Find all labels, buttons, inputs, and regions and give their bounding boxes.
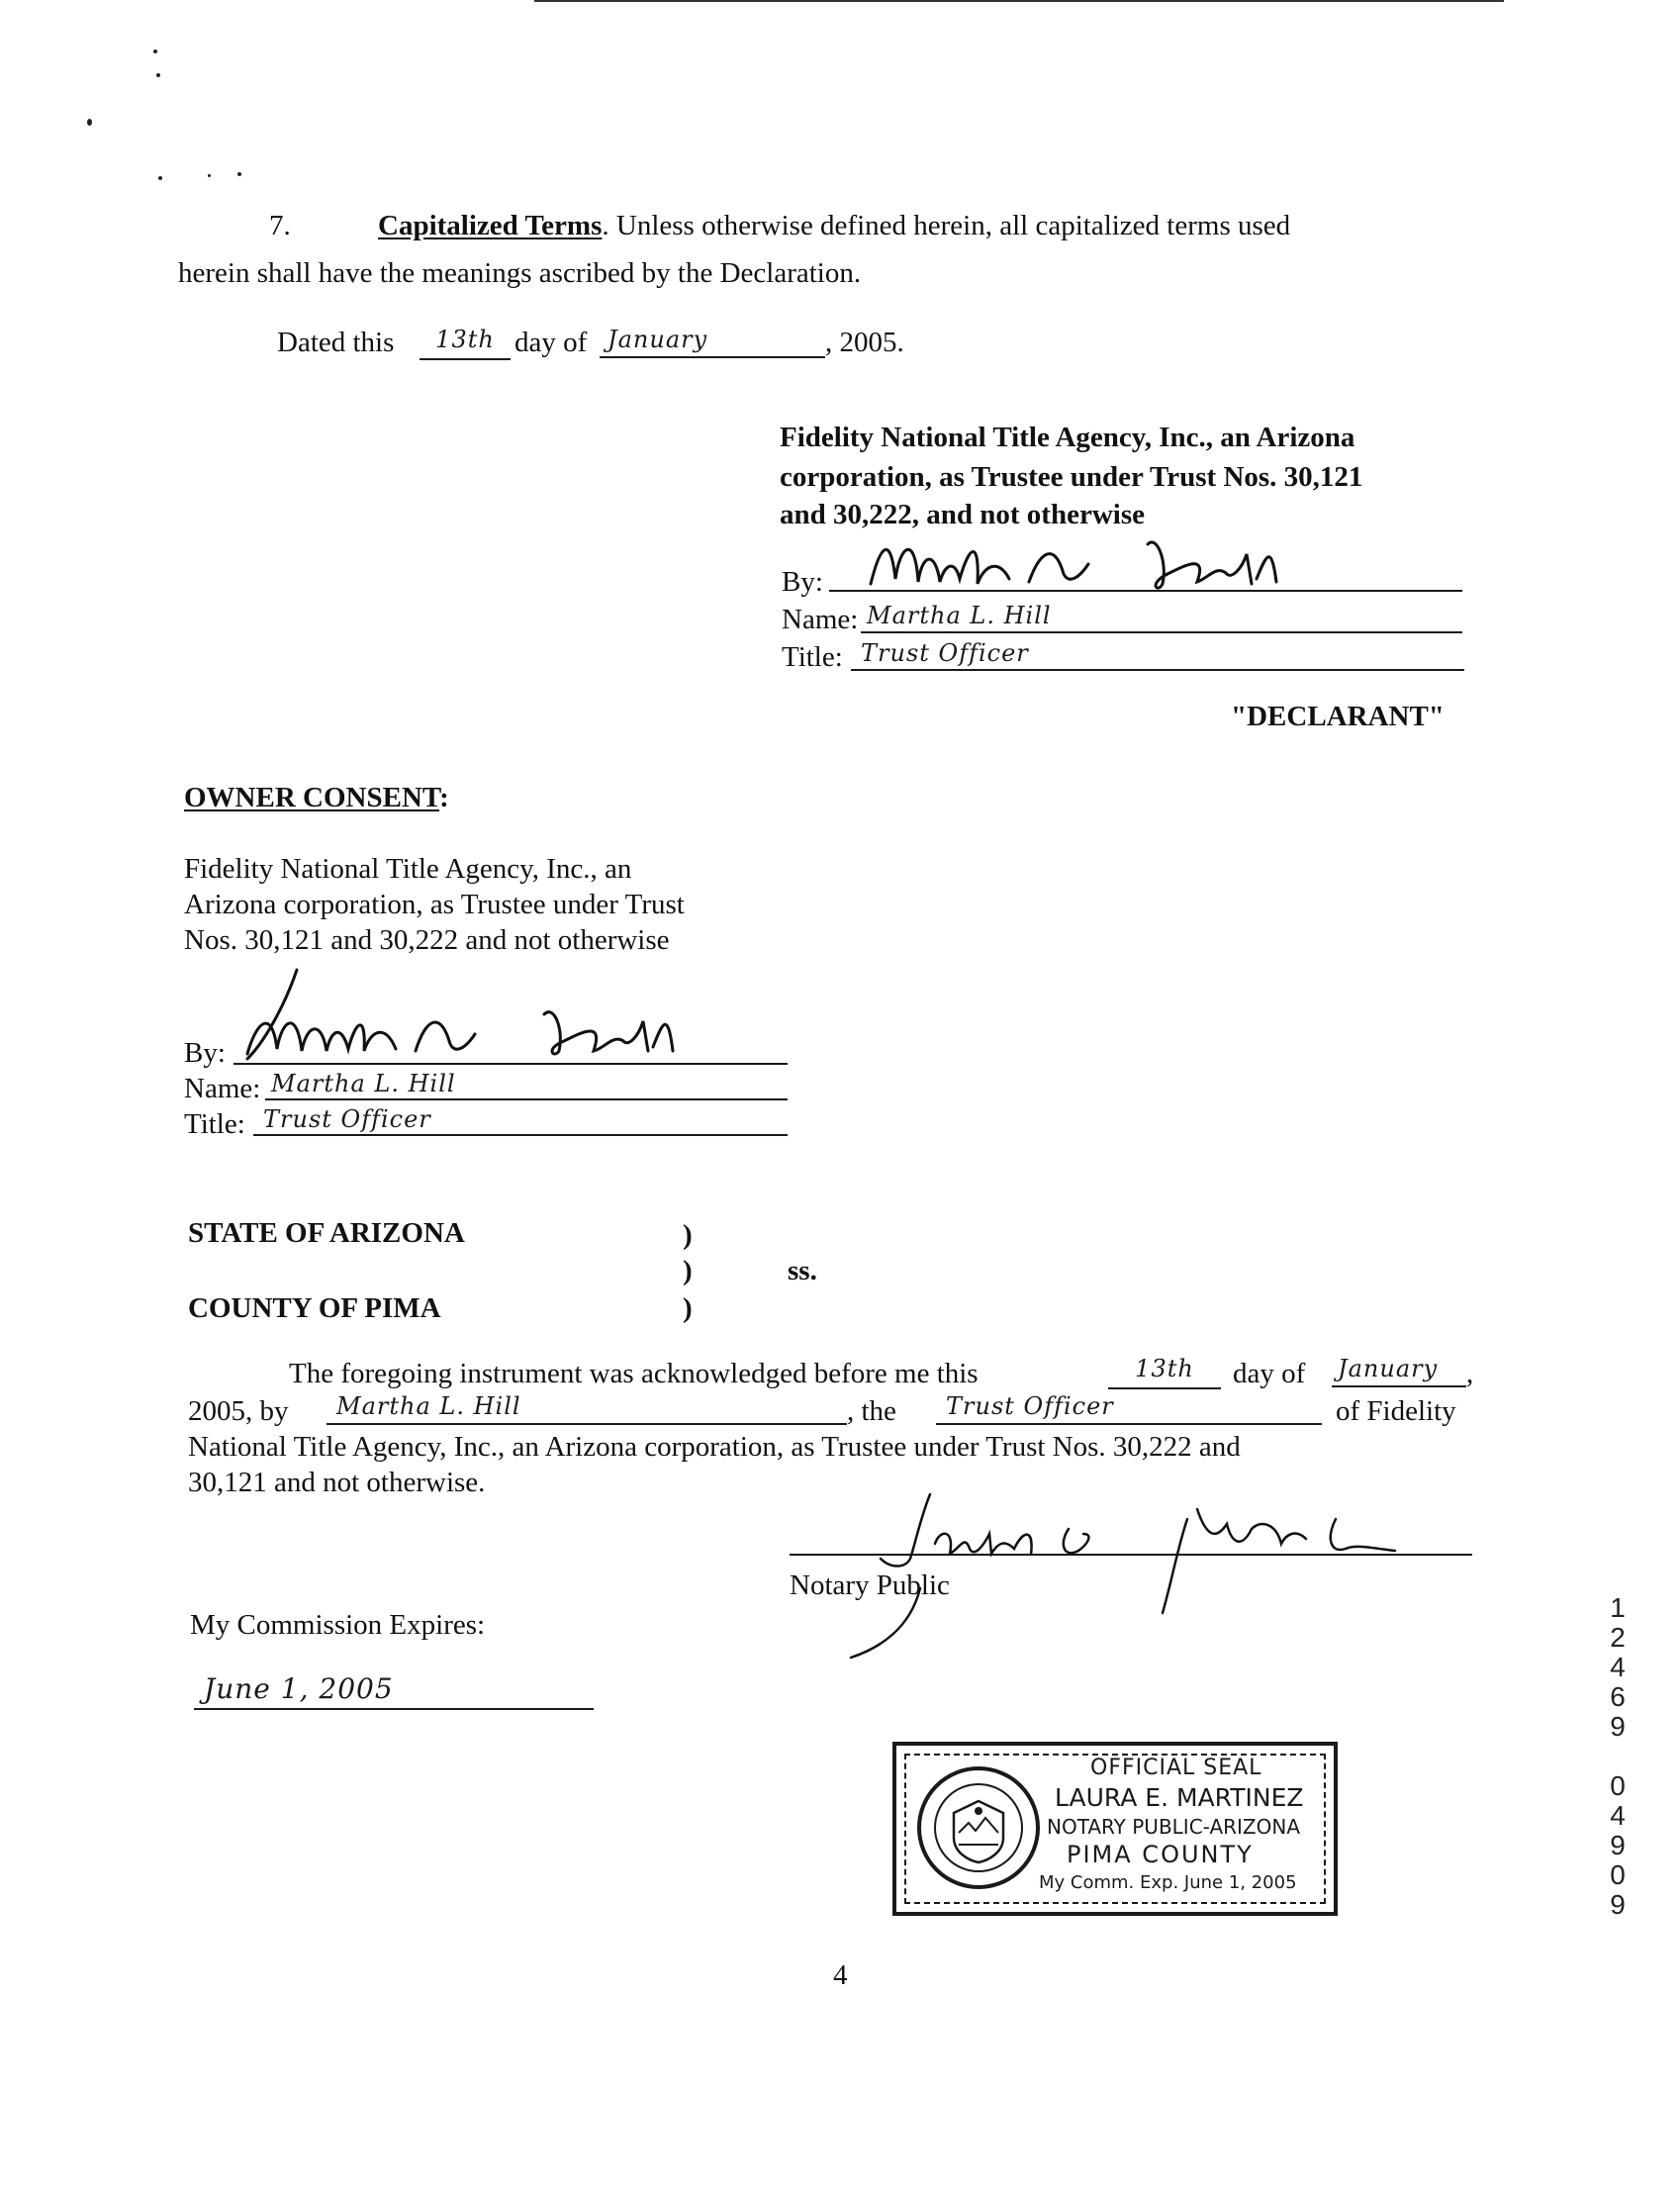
owner-title-label: Title: bbox=[184, 1108, 245, 1140]
commission-label: My Commission Expires: bbox=[190, 1609, 486, 1641]
declarant-name-blank: Martha L. Hill bbox=[861, 600, 1462, 633]
seal-line3: NOTARY PUBLIC-ARIZONA bbox=[1047, 1815, 1301, 1839]
declarant-signature bbox=[861, 524, 1336, 604]
owner-signature bbox=[228, 960, 702, 1069]
side-digit: 9 bbox=[1610, 1830, 1626, 1860]
scan-speck bbox=[153, 49, 157, 53]
side-recording-number bbox=[1603, 1593, 1633, 1920]
side-digit: 4 bbox=[1610, 1800, 1626, 1831]
declarant-entity-line3: and 30,222, and not otherwise bbox=[780, 499, 1145, 530]
ack-day-blank: 13th bbox=[1108, 1352, 1221, 1389]
section-7-paragraph-line1 bbox=[378, 208, 1290, 243]
side-digit: 2 bbox=[1610, 1622, 1626, 1653]
section-7-heading: Capitalized Terms bbox=[378, 210, 603, 241]
seal-line1: OFFICIAL SEAL bbox=[1090, 1756, 1262, 1780]
scan-speck bbox=[208, 174, 211, 177]
dated-day-blank: 13th bbox=[420, 323, 511, 360]
seal-line5: My Comm. Exp. June 1, 2005 bbox=[1039, 1872, 1297, 1893]
ack-name-blank: Martha L. Hill bbox=[327, 1389, 847, 1425]
scan-speck bbox=[87, 119, 92, 126]
section-7-number: 7. bbox=[269, 210, 291, 241]
scan-speck bbox=[237, 172, 241, 176]
side-digit: 9 bbox=[1610, 1889, 1626, 1920]
ack-line4: 30,121 and not otherwise. bbox=[188, 1467, 486, 1498]
scan-speck bbox=[158, 176, 162, 180]
dated-middle: day of bbox=[514, 327, 588, 358]
venue-county: COUNTY OF PIMA bbox=[188, 1292, 441, 1324]
ack-line3: National Title Agency, Inc., an Arizona corporation, as Trustee under Trust Nos. 30,222 and bbox=[188, 1431, 1241, 1463]
declarant-by-label: By: bbox=[782, 566, 823, 598]
seal-line2: LAURA E. MARTINEZ bbox=[1055, 1783, 1304, 1812]
ack-line1-mid: day of bbox=[1233, 1358, 1306, 1389]
side-digit: 9 bbox=[1610, 1711, 1626, 1742]
venue-ss: ss. bbox=[788, 1255, 817, 1286]
owner-name-blank: Martha L. Hill bbox=[265, 1069, 788, 1100]
ack-line2-end: of Fidelity bbox=[1336, 1395, 1456, 1427]
dated-year: , 2005. bbox=[825, 327, 904, 358]
notary-label: Notary Public bbox=[790, 1569, 950, 1601]
section-7-line1-text: . Unless otherwise defined herein, all capitalized terms used bbox=[602, 210, 1291, 241]
side-digit: 1 bbox=[1610, 1592, 1626, 1623]
section-7-paragraph-line2: herein shall have the meanings ascribed by the Declaration. bbox=[178, 257, 862, 289]
owner-consent-heading: OWNER CONSENT bbox=[184, 782, 440, 813]
side-digit-gap bbox=[1603, 1742, 1633, 1771]
page-number: 4 bbox=[833, 1959, 848, 1991]
ack-line2-pre: 2005, by bbox=[188, 1395, 289, 1427]
declarant-name-label: Name: bbox=[782, 604, 859, 635]
owner-by-label: By: bbox=[184, 1037, 226, 1069]
owner-entity-line2: Arizona corporation, as Trustee under Trust bbox=[184, 889, 685, 920]
owner-consent-heading-row bbox=[184, 780, 449, 815]
declarant-role-label: "DECLARANT" bbox=[1231, 701, 1445, 732]
official-seal bbox=[892, 1742, 1338, 1916]
commission-date-blank: June 1, 2005 bbox=[194, 1670, 594, 1710]
state-seal-emblem-icon bbox=[914, 1763, 1043, 1892]
ack-line1-pre: The foregoing instrument was acknowledged before me this bbox=[289, 1358, 979, 1389]
dated-prefix: Dated this bbox=[277, 327, 395, 358]
declarant-entity-line2: corporation, as Trustee under Trust Nos. 30,121 bbox=[780, 461, 1363, 493]
side-digit: 0 bbox=[1610, 1770, 1626, 1801]
venue-paren-2: ) bbox=[683, 1255, 693, 1286]
top-edge-line bbox=[534, 0, 1504, 2]
declarant-title-label: Title: bbox=[782, 641, 843, 673]
owner-title-blank: Trust Officer bbox=[253, 1104, 788, 1136]
owner-entity-line1: Fidelity National Title Agency, Inc., an bbox=[184, 853, 632, 885]
declarant-title-blank: Trust Officer bbox=[851, 637, 1464, 671]
ack-month-blank: January bbox=[1332, 1352, 1466, 1387]
dated-month-blank: January bbox=[600, 323, 825, 358]
side-digit: 4 bbox=[1610, 1652, 1626, 1682]
side-digit: 0 bbox=[1610, 1859, 1626, 1890]
ack-line2-mid: , the bbox=[847, 1395, 896, 1427]
side-digit: 6 bbox=[1610, 1681, 1626, 1712]
ack-line1-end: , bbox=[1466, 1358, 1474, 1389]
venue-state: STATE OF ARIZONA bbox=[188, 1217, 465, 1249]
owner-name-label: Name: bbox=[184, 1073, 261, 1104]
ack-title-blank: Trust Officer bbox=[936, 1389, 1322, 1425]
venue-paren-3: ) bbox=[683, 1292, 693, 1324]
owner-entity-line3: Nos. 30,121 and 30,222 and not otherwise bbox=[184, 924, 670, 956]
venue-paren-1: ) bbox=[683, 1219, 693, 1251]
owner-consent-colon: : bbox=[439, 782, 449, 813]
seal-line4: PIMA COUNTY bbox=[1067, 1841, 1254, 1868]
declarant-entity-line1: Fidelity National Title Agency, Inc., an Arizona bbox=[780, 422, 1355, 453]
scan-speck bbox=[156, 73, 160, 77]
